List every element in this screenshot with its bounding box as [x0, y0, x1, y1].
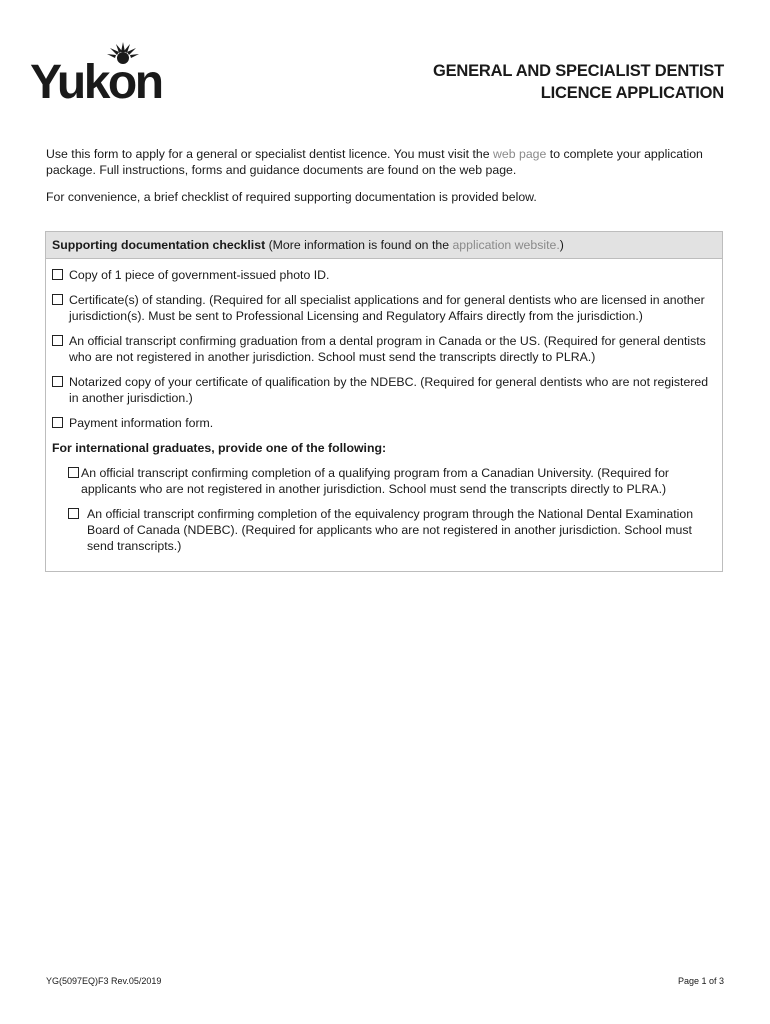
intro-section	[46, 146, 726, 216]
page-title	[433, 60, 724, 104]
logo-wordmark: Yukon	[30, 56, 162, 104]
checkbox-photo-id[interactable]	[52, 269, 63, 280]
checklist-item-text: An official transcript confirming graduation from a dental program in Canada or the US. (Required for general dentists who are not registered in another jurisdiction. School must send the transcripts directly to PLRA.)	[69, 334, 706, 364]
checklist-item-text: An official transcript confirming completion of a qualifying program from a Canadian University. (Required for applicants who are not registered in another jurisdiction. School must send the transcripts directly to PLRA.)	[81, 466, 670, 496]
intro-text-before-link: Use this form to apply for a general or specialist dentist licence. You must visit the	[46, 147, 494, 161]
title-line-1: GENERAL AND SPECIALIST DENTIST	[432, 62, 724, 80]
checklist-header-note: (More information is found on the	[265, 238, 453, 252]
checkbox-payment-form[interactable]	[52, 417, 63, 428]
international-graduates-heading: For international graduates, provide one of the following:	[52, 441, 387, 455]
checklist-item-ndebc-certificate	[52, 374, 716, 406]
checklist-item-text: Payment information form.	[69, 416, 214, 430]
supporting-documentation-checklist	[45, 231, 723, 572]
yukon-logo	[30, 40, 175, 104]
intro-paragraph-1	[46, 146, 726, 178]
intro-text-after-link: to complete your application package. Full instructions, forms and guidance documents are found on the web page.	[46, 147, 703, 177]
web-page-link[interactable]: web page	[493, 147, 547, 161]
checkbox-transcript[interactable]	[52, 335, 63, 346]
yukon-logo-graphic	[30, 40, 175, 104]
checklist-item-payment-form	[52, 415, 716, 431]
checkbox-canadian-university[interactable]	[68, 467, 79, 478]
checklist-item-text: Notarized copy of your certificate of qualification by the NDEBC. (Required for general dentists who are not registered in another jurisdiction.)	[69, 375, 709, 405]
checklist-item-equivalency-program	[68, 506, 716, 554]
title-line-2: LICENCE APPLICATION	[540, 84, 724, 102]
intro-paragraph-2: For convenience, a brief checklist of required supporting documentation is provided below.	[46, 190, 537, 204]
checklist-item-text: Certificate(s) of standing. (Required for all specialist applications and for general dentists who are licensed in another jurisdiction(s). Must be sent to Professional Licensing and Regulatory Affairs directly from the jurisdiction.)	[69, 293, 705, 323]
application-website-link[interactable]: application website.	[452, 238, 560, 252]
checklist-header-title: Supporting documentation checklist	[52, 238, 266, 252]
checklist-item-certificate-standing	[52, 292, 716, 324]
checklist-item-text: An official transcript confirming completion of the equivalency program through the National Dental Examination Board of Canada (NDEBC). (Required for applicants who are not registered in another jurisdiction. School must send transcripts.)	[87, 507, 694, 553]
checkbox-equivalency-program[interactable]	[68, 508, 79, 519]
checkbox-ndebc-certificate[interactable]	[52, 376, 63, 387]
checklist-item-text: Copy of 1 piece of government-issued photo ID.	[69, 268, 330, 282]
checklist-header	[46, 232, 722, 259]
checklist-item-canadian-university	[68, 465, 716, 497]
checklist-header-close: )	[559, 238, 564, 252]
checkbox-certificate-standing[interactable]	[52, 294, 63, 305]
checklist-item-photo-id	[52, 267, 716, 283]
checklist-item-transcript	[52, 333, 716, 365]
page-number: Page 1 of 3	[677, 976, 724, 986]
form-code: YG(5097EQ)F3 Rev.05/2019	[46, 976, 162, 986]
checklist-body	[46, 259, 722, 571]
